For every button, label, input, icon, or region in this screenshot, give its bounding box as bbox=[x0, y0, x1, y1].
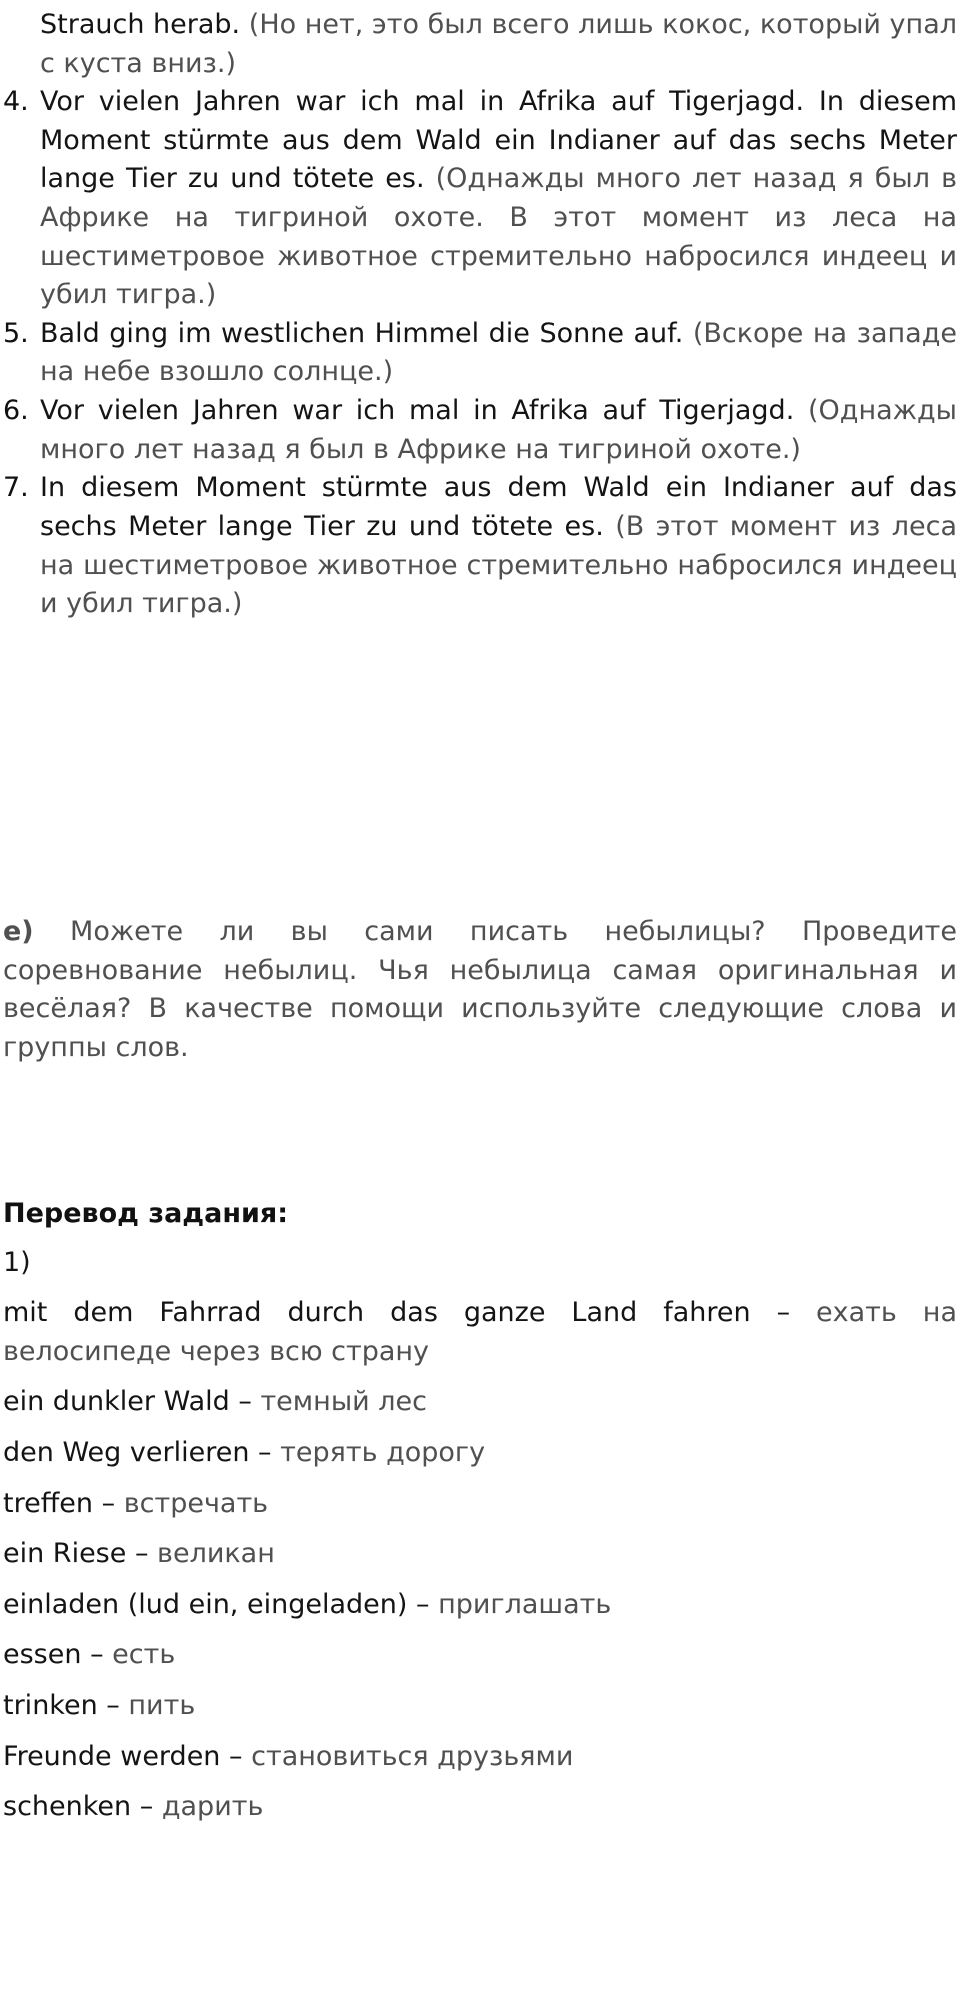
item-number: 7. bbox=[3, 472, 29, 504]
exercise-letter: e) bbox=[3, 916, 34, 947]
exercise-paragraph bbox=[3, 913, 957, 1067]
list-item-7 bbox=[3, 469, 957, 623]
vocab-russian: ехать на велосипеде через всю страну bbox=[3, 1297, 957, 1367]
vocab-dash: – bbox=[90, 1639, 104, 1671]
list-item-6 bbox=[3, 392, 957, 469]
vocab-german: trinken bbox=[3, 1690, 98, 1722]
translation-heading: Перевод задания: bbox=[3, 1198, 289, 1229]
german-sentence: Vor vielen Jahren war ich mal in Afrika auf Tigerjagd. bbox=[40, 395, 795, 427]
german-sentence: In diesem Moment stürmte aus dem Wald ein Indianer auf das sechs Meter lange Tier zu und tötete es. bbox=[40, 472, 957, 542]
item-number: 6. bbox=[3, 395, 29, 427]
vocab-dash: – bbox=[776, 1297, 791, 1329]
vocab-german: den Weg verlieren bbox=[3, 1437, 250, 1469]
vocab-russian: становиться друзьями bbox=[251, 1740, 574, 1772]
russian-translation: (Однажды много лет назад я был в Африке на тигриной охоте. В этот момент из леса на шестиметровое животное стремительно набросился индеец и убил тигра.) bbox=[40, 163, 957, 311]
vocab-dash: – bbox=[258, 1437, 272, 1469]
vocab-russian: темный лес bbox=[260, 1386, 427, 1418]
numbered-list bbox=[3, 6, 957, 624]
item-number: 4. bbox=[3, 86, 29, 118]
vocab-german: essen bbox=[3, 1639, 82, 1671]
vocab-item bbox=[3, 1434, 957, 1473]
vocab-russian: терять дорогу bbox=[280, 1437, 486, 1469]
russian-translation: (Но нет, это был всего лишь кокос, который упал с куста вниз.) bbox=[40, 9, 957, 79]
german-sentence: Vor vielen Jahren war ich mal in Afrika auf Tigerjagd. In diesem Moment stürmte aus dem Wald ein Indianer auf das sechs Meter lange Tier zu und tötete es. bbox=[40, 86, 957, 195]
list-item-3-continuation bbox=[3, 6, 957, 83]
vocab-german: einladen (lud ein, eingeladen) bbox=[3, 1588, 408, 1620]
subsection-number: 1) bbox=[3, 1246, 31, 1278]
russian-translation: (Однажды много лет назад я был в Африке на тигриной охоте.) bbox=[40, 395, 957, 465]
vocab-item bbox=[3, 1535, 957, 1574]
vocab-russian: дарить bbox=[161, 1791, 264, 1823]
vocab-item bbox=[3, 1636, 957, 1675]
vocab-german: ein dunkler Wald bbox=[3, 1386, 230, 1418]
item-number: 5. bbox=[3, 317, 29, 349]
vocab-russian: пить bbox=[128, 1690, 196, 1722]
vocab-item bbox=[3, 1383, 957, 1422]
vocab-item bbox=[3, 1788, 957, 1827]
vocab-dash: – bbox=[134, 1538, 149, 1570]
russian-translation: (Вскоре на западе на небе взошло солнце.) bbox=[40, 317, 957, 388]
vocab-item bbox=[3, 1294, 957, 1371]
list-item-4 bbox=[3, 83, 957, 315]
russian-translation: (В этот момент из леса на шестиметровое животное стремительно набросился индеец и убил тигра.) bbox=[40, 510, 957, 620]
vocab-russian: есть bbox=[112, 1639, 176, 1671]
vocab-russian: встречать bbox=[123, 1487, 269, 1519]
exercise-text: Можете ли вы сами писать небылицы? Проведите соревнование небылиц. Чья небылица самая оригинальная и весёлая? В качестве помощи используйте следующие слова и группы слов. bbox=[3, 916, 957, 1063]
vocab-item bbox=[3, 1687, 957, 1726]
german-sentence: Bald ging im westlichen Himmel die Sonne auf. bbox=[40, 317, 684, 349]
vocab-german: Freunde werden bbox=[3, 1740, 221, 1772]
list-item-5 bbox=[3, 315, 957, 392]
vocab-german: treffen bbox=[3, 1487, 94, 1519]
vocab-german: mit dem Fahrrad durch das ganze Land fahren bbox=[3, 1297, 751, 1329]
story-list-section bbox=[3, 6, 957, 624]
vocab-dash: – bbox=[416, 1588, 430, 1620]
vocabulary-list bbox=[3, 1294, 957, 1827]
vocab-russian: приглашать bbox=[438, 1588, 612, 1620]
vocab-item bbox=[3, 1586, 957, 1625]
vocab-dash: – bbox=[229, 1740, 243, 1772]
vocab-item bbox=[3, 1738, 957, 1777]
vocab-item bbox=[3, 1485, 957, 1524]
vocab-dash: – bbox=[238, 1386, 252, 1418]
vocab-russian: великан bbox=[157, 1538, 275, 1570]
vocab-dash: – bbox=[139, 1791, 154, 1823]
translation-section bbox=[3, 1195, 957, 1839]
vocab-german: ein Riese bbox=[3, 1538, 127, 1570]
vocab-dash: – bbox=[106, 1690, 120, 1722]
vocab-german: schenken bbox=[3, 1791, 132, 1823]
german-sentence: Strauch herab. bbox=[40, 9, 241, 40]
vocab-dash: – bbox=[101, 1487, 116, 1519]
